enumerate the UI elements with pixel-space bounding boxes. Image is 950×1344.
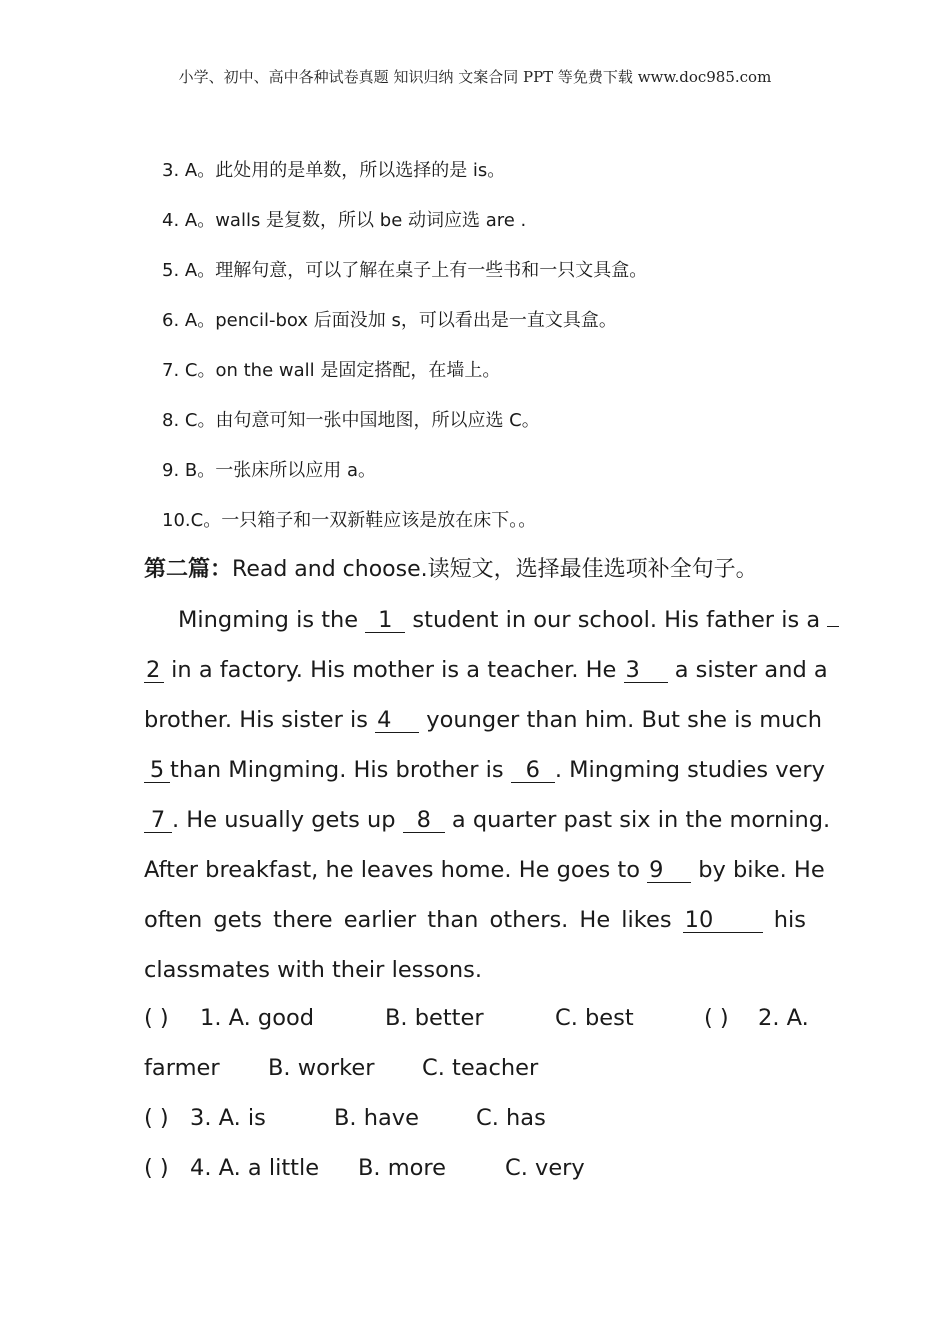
passage-text: often gets there earlier than others. He likes: [144, 907, 683, 933]
blank-9: 9: [647, 858, 691, 883]
passage-text: by bike. He: [691, 857, 825, 883]
question-row: [144, 1148, 806, 1198]
option-a: 3. A. is: [190, 1105, 266, 1131]
option-a: farmer: [144, 1055, 220, 1081]
blank-10: 10: [683, 908, 763, 933]
option-b: B. have: [334, 1105, 419, 1131]
blank-2-start: [827, 626, 839, 627]
section-title: Read and choose.读短文，选择最佳选项补全句子。: [232, 557, 758, 582]
passage-text: younger than him. But she is much: [419, 707, 823, 733]
passage-text: a quarter past six in the morning.: [444, 807, 831, 833]
passage-line-4: [144, 750, 825, 800]
question-options: [144, 998, 809, 1198]
answer-paren: ( ): [704, 1005, 729, 1031]
answer-item: 5. A。理解句意，可以了解在桌子上有一些书和一只文具盒。: [162, 260, 648, 281]
passage-text: After breakfast, he leaves home. He goes to: [144, 857, 648, 883]
answer-item: 6. A。pencil-box 后面没加 s，可以看出是一直文具盒。: [162, 310, 617, 331]
blank-1: 1: [365, 608, 405, 633]
passage-line-6: [144, 850, 825, 900]
passage-text: Mingming is the: [178, 607, 366, 633]
passage-line-2: [144, 650, 828, 700]
question-row: [144, 1098, 806, 1148]
passage-text: . Mingming studies very: [554, 757, 825, 783]
blank-7: 7: [144, 808, 172, 833]
section-heading: [144, 552, 758, 583]
passage-text: a sister and a: [667, 657, 828, 683]
option-b: B. worker: [268, 1055, 375, 1081]
passage-text: . He usually gets up: [172, 807, 403, 833]
answer-item: 7. C。on the wall 是固定搭配，在墙上。: [162, 360, 501, 381]
blank-4: 4: [375, 708, 419, 733]
answer-item: 4. A。walls 是复数，所以 be 动词应选 are .: [162, 210, 527, 231]
question-row: [144, 1048, 806, 1098]
answer-paren: ( ): [144, 1155, 169, 1181]
option-c: C. teacher: [422, 1055, 539, 1081]
reading-passage: [144, 600, 831, 1000]
option-a: 1. A. good: [200, 1005, 315, 1031]
answer-item: 3. A。此处用的是单数，所以选择的是 is。: [162, 160, 506, 181]
question-row: [144, 998, 809, 1048]
option-c: C. best: [555, 1005, 634, 1031]
passage-line-5: [144, 800, 831, 850]
blank-6: 6: [511, 758, 555, 783]
passage-line-3: [144, 700, 823, 750]
answer-item: 10.C。一只箱子和一双新鞋应该是放在床下。。: [162, 510, 537, 531]
page-header: 小学、初中、高中各种试卷真题 知识归纳 文案合同 PPT 等免费下载 www.doc985.com: [178, 68, 772, 86]
passage-text: in a factory. His mother is a teacher. He: [164, 657, 624, 683]
option-c: C. has: [476, 1105, 546, 1131]
passage-line-1: [144, 600, 828, 650]
blank-2: 2: [144, 658, 164, 683]
option-c: C. very: [505, 1155, 585, 1181]
option-a: 2. A.: [758, 1005, 809, 1031]
blank-5: 5: [144, 758, 170, 783]
answer-item: 8. C。由句意可知一张中国地图，所以应选 C。: [162, 410, 540, 431]
answer-paren: ( ): [144, 1005, 169, 1031]
section-label: 第二篇：: [144, 557, 233, 582]
answer-list: [162, 152, 647, 552]
blank-3: 3: [624, 658, 668, 683]
option-b: B. more: [358, 1155, 447, 1181]
passage-text: his: [762, 907, 807, 933]
passage-line-7: [144, 900, 806, 950]
option-a: 4. A. a little: [190, 1155, 320, 1181]
answer-item: 9. B。一张床所以应用 a。: [162, 460, 376, 481]
passage-text: student in our school. His father is a: [405, 607, 828, 633]
blank-8: 8: [403, 808, 445, 833]
passage-line-8: classmates with their lessons.: [144, 957, 483, 983]
option-b: B. better: [385, 1005, 484, 1031]
passage-text: than Mingming. His brother is: [170, 757, 511, 783]
passage-text: brother. His sister is: [144, 707, 376, 733]
answer-paren: ( ): [144, 1105, 169, 1131]
